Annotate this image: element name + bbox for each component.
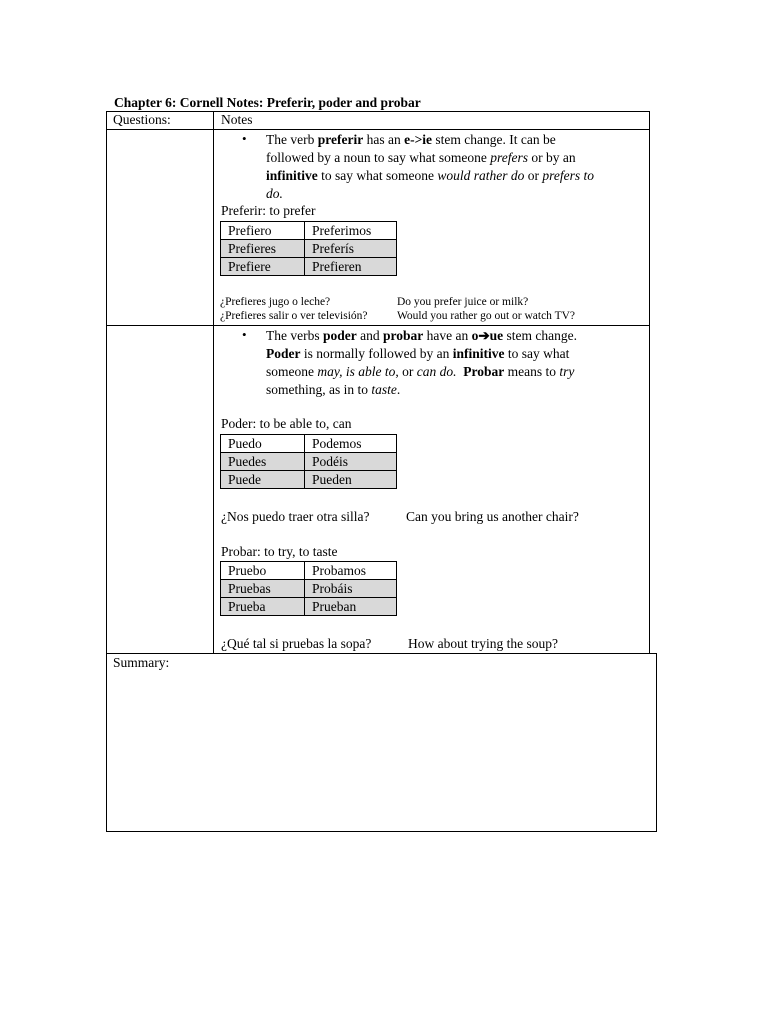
conjugation-cell: Prueban bbox=[305, 598, 397, 616]
conjugation-cell: Pruebas bbox=[221, 580, 305, 598]
example-spanish: ¿Prefieres salir o ver televisión? bbox=[220, 310, 368, 322]
conjugation-cell: Puede bbox=[221, 471, 305, 489]
explanation-line: The verbs poder and probar have an o➔ue stem change. bbox=[266, 328, 578, 343]
explanation-line: followed by a noun to say what someone prefers or by an bbox=[266, 150, 576, 165]
poder-table-title: Poder: to be able to, can bbox=[221, 416, 352, 431]
example-english: Can you bring us another chair? bbox=[406, 509, 579, 524]
preferir-conjugation-table bbox=[220, 221, 397, 276]
conjugation-cell: Pruebo bbox=[221, 562, 305, 580]
conjugation-cell: Prefiero bbox=[221, 222, 305, 240]
header-row-divider bbox=[106, 129, 650, 130]
notes-column-header: Notes bbox=[221, 112, 253, 127]
conjugation-cell: Podéis bbox=[305, 453, 397, 471]
example-english: Do you prefer juice or milk? bbox=[397, 296, 529, 308]
arrow-right-icon: ➔ bbox=[478, 328, 490, 343]
explanation-line: do. bbox=[266, 186, 283, 201]
explanation-line: Poder is normally followed by an infinitive to say what bbox=[266, 346, 570, 361]
explanation-line: someone may, is able to, or can do. Probar means to try bbox=[266, 364, 575, 379]
preferir-table-title: Preferir: to prefer bbox=[221, 203, 316, 218]
example-spanish: ¿Prefieres jugo o leche? bbox=[220, 296, 331, 308]
conjugation-row bbox=[221, 258, 397, 276]
poder-conjugation-table bbox=[220, 434, 397, 489]
explanation-line: something, as in to taste. bbox=[266, 382, 401, 397]
conjugation-row bbox=[221, 240, 397, 258]
example-english: How about trying the soup? bbox=[408, 636, 558, 651]
preferir-explanation bbox=[266, 131, 594, 203]
conjugation-cell: Probáis bbox=[305, 580, 397, 598]
conjugation-row bbox=[221, 580, 397, 598]
conjugation-cell: Preferís bbox=[305, 240, 397, 258]
summary-label: Summary: bbox=[113, 655, 170, 670]
column-divider bbox=[213, 111, 214, 654]
probar-conjugation-table bbox=[220, 561, 397, 616]
conjugation-cell: Probamos bbox=[305, 562, 397, 580]
conjugation-cell: Puedes bbox=[221, 453, 305, 471]
conjugation-cell: Preferimos bbox=[305, 222, 397, 240]
probar-table-title: Probar: to try, to taste bbox=[221, 544, 338, 559]
conjugation-row bbox=[221, 471, 397, 489]
conjugation-row bbox=[221, 222, 397, 240]
explanation-line: infinitive to say what someone would rather do or prefers to bbox=[266, 168, 595, 183]
conjugation-row bbox=[221, 562, 397, 580]
conjugation-row bbox=[221, 453, 397, 471]
example-spanish: ¿Nos puedo traer otra silla? bbox=[221, 509, 370, 524]
conjugation-cell: Puedo bbox=[221, 435, 305, 453]
conjugation-cell: Prefieres bbox=[221, 240, 305, 258]
section-divider bbox=[106, 325, 650, 326]
bullet-icon: • bbox=[242, 327, 247, 342]
conjugation-cell: Prueba bbox=[221, 598, 305, 616]
poder-probar-explanation bbox=[266, 327, 577, 399]
conjugation-cell: Prefieren bbox=[305, 258, 397, 276]
conjugation-cell: Pueden bbox=[305, 471, 397, 489]
conjugation-row bbox=[221, 435, 397, 453]
bullet-icon: • bbox=[242, 131, 247, 146]
explanation-line: The verb preferir has an e->ie stem change. It can be bbox=[266, 132, 556, 147]
conjugation-row bbox=[221, 598, 397, 616]
example-spanish: ¿Qué tal si pruebas la sopa? bbox=[221, 636, 372, 651]
document-title: Chapter 6: Cornell Notes: Preferir, poder and probar bbox=[114, 95, 421, 110]
summary-box bbox=[106, 653, 657, 832]
example-english: Would you rather go out or watch TV? bbox=[397, 310, 576, 322]
questions-column-header: Questions: bbox=[113, 112, 171, 127]
conjugation-cell: Prefiere bbox=[221, 258, 305, 276]
conjugation-cell: Podemos bbox=[305, 435, 397, 453]
